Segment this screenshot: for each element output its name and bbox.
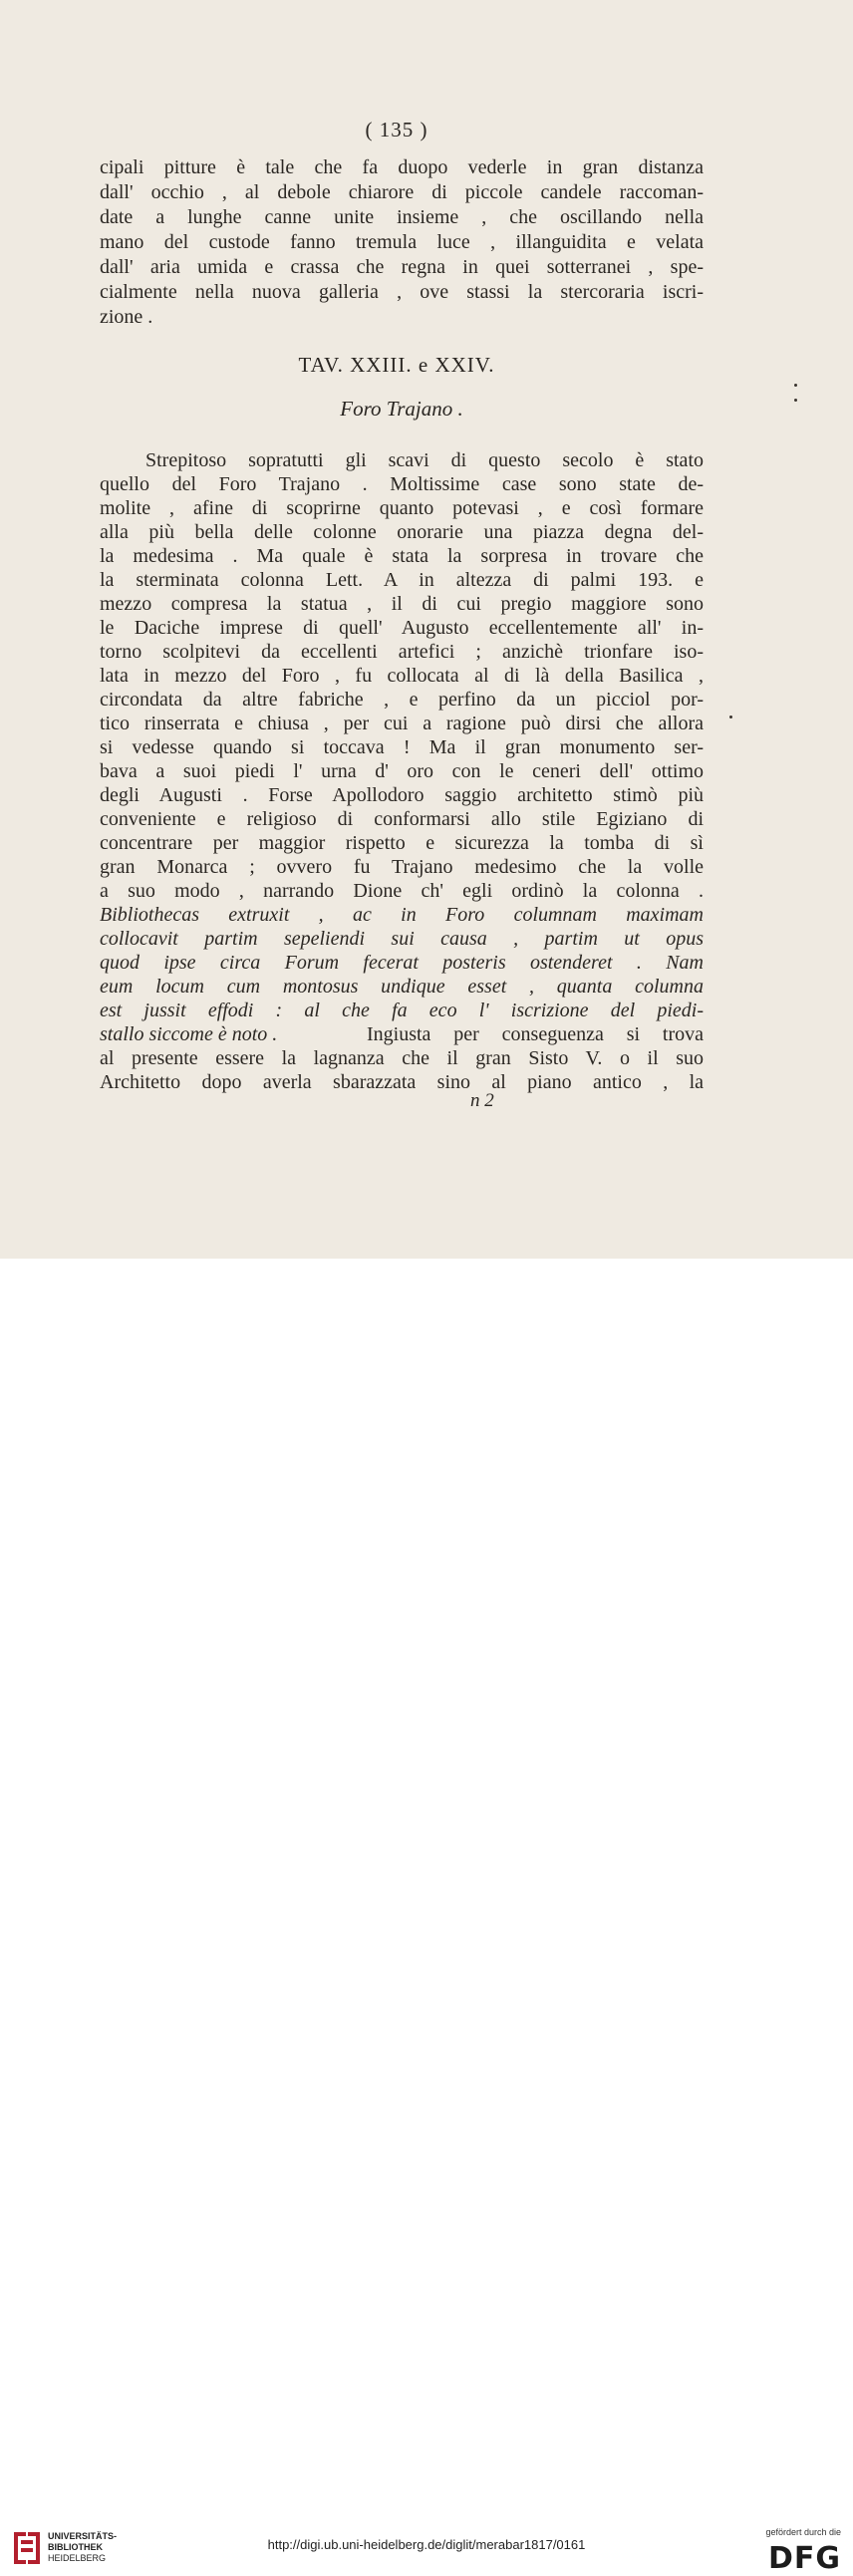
text-line: le Daciche imprese di quell' Augusto eccellentemente all' in- bbox=[100, 617, 704, 639]
text-line: a suo modo , narrando Dione ch' egli ordinò la colonna . bbox=[100, 880, 704, 902]
text-line: bava a suoi piedi l' urna d' oro con le ceneri dell' ottimo bbox=[100, 760, 704, 782]
scanned-page bbox=[0, 0, 853, 1259]
text-line: est jussit effodi : al che fa eco l' iscrizione del piedi- bbox=[100, 1000, 704, 1021]
text-line: la sterminata colonna Lett. A in altezza di palmi 193. e bbox=[100, 569, 704, 591]
margin-speck bbox=[729, 716, 732, 718]
text-line: si vedesse quando si toccava ! Ma il gran monumento ser- bbox=[100, 736, 704, 758]
text-line: collocavit partim sepeliendi sui causa , partim ut opus bbox=[100, 928, 704, 950]
text-line: Architetto dopo averla sbarazzata sino al piano antico , la bbox=[100, 1071, 704, 1093]
text-line: mano del custode fanno tremula luce , illanguidita e velata bbox=[100, 231, 704, 253]
signature-mark: n 2 bbox=[470, 1090, 494, 1111]
margin-speck bbox=[794, 399, 797, 402]
text-line: conveniente e religioso di conformarsi allo stile Egiziano di bbox=[100, 808, 704, 830]
margin-speck bbox=[794, 384, 797, 387]
text-line: Strepitoso sopratutti gli scavi di questo secolo è stato bbox=[145, 449, 704, 471]
text-line: torno scolpitevi da eccellenti artefici ; anzichè trionfare iso- bbox=[100, 641, 704, 663]
text-line: gran Monarca ; ovvero fu Trajano medesimo che la volle bbox=[100, 856, 704, 878]
section-title: Foro Trajano . bbox=[340, 397, 463, 421]
text-line: zione . bbox=[100, 306, 153, 328]
text-line: quod ipse circa Forum fecerat posteris ostenderet . Nam bbox=[100, 952, 704, 974]
library-line: HEIDELBERG bbox=[48, 2553, 107, 2563]
plate-heading: TAV. XXIII. e XXIV. bbox=[298, 353, 495, 377]
text-line: quello del Foro Trajano . Moltissime case sono state de- bbox=[100, 473, 704, 495]
text-line: tico rinserrata e chiusa , per cui a ragione può dirsi che allora bbox=[100, 713, 704, 734]
text-line: lata in mezzo del Foro , fu collocata al di là della Basilica , bbox=[100, 665, 704, 687]
text-line: date a lunghe canne unite insieme , che oscillando nella bbox=[100, 206, 704, 228]
source-url[interactable]: http://digi.ub.uni-heidelberg.de/diglit/merabar1817/0161 bbox=[267, 2537, 586, 2552]
footer-bar bbox=[0, 1259, 853, 2576]
library-line: BIBLIOTHEK bbox=[48, 2542, 103, 2552]
text-line: stallo siccome è noto . bbox=[100, 1023, 278, 1045]
text-line: dall' occhio , al debole chiarore di piccole candele raccoman- bbox=[100, 181, 704, 203]
text-line: al presente essere la lagnanza che il gran Sisto V. o il suo bbox=[100, 1047, 704, 1069]
text-line: Ingiusta per conseguenza si trova bbox=[367, 1023, 704, 1045]
text-line: concentrare per maggior rispetto e sicurezza la tomba di sì bbox=[100, 832, 704, 854]
text-line: mezzo compresa la statua , il di cui pregio maggiore sono bbox=[100, 593, 704, 615]
library-line: UNIVERSITÄTS- bbox=[48, 2531, 118, 2541]
text-line: cialmente nella nuova galleria , ove stassi la stercoraria iscri- bbox=[100, 281, 704, 303]
text-line: degli Augusti . Forse Apollodoro saggio architetto stimò più bbox=[100, 784, 704, 806]
text-line: eum locum cum montosus undique esset , quanta columna bbox=[100, 976, 704, 998]
text-line: dall' aria umida e crassa che regna in quei sotterranei , spe- bbox=[100, 256, 704, 278]
text-line: circondata da altre fabriche , e perfino da un picciol por- bbox=[100, 689, 704, 711]
text-line: alla più bella delle colonne onorarie una piazza degna del- bbox=[100, 521, 704, 543]
funder-logo: DFG bbox=[767, 2541, 841, 2576]
text-line: la medesima . Ma quale è stata la sorpresa in trovare che bbox=[100, 545, 704, 567]
text-line: Bibliothecas extruxit , ac in Foro columnam maximam bbox=[100, 904, 704, 926]
page-number: ( 135 ) bbox=[365, 118, 428, 142]
funding-caption: gefördert durch die bbox=[765, 2527, 841, 2537]
text-line: molite , afine di scoprirne quanto potevasi , e così formare bbox=[100, 497, 704, 519]
text-line: cipali pitture è tale che fa duopo vederle in gran distanza bbox=[100, 156, 704, 178]
